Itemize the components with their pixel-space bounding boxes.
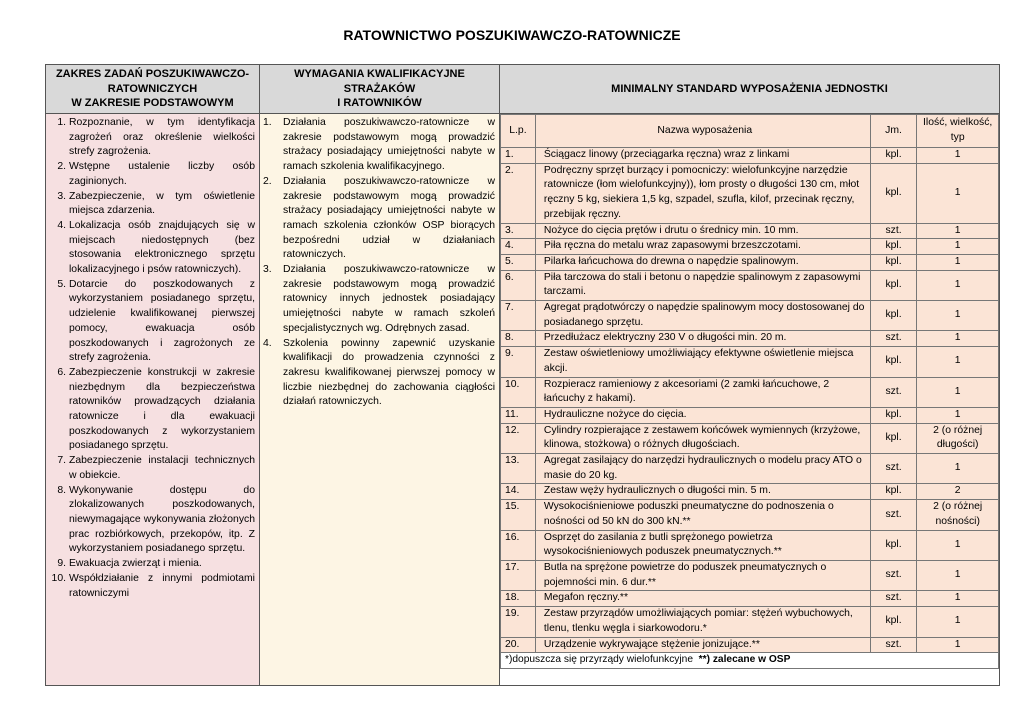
table-row: 13. Agregat zasilający do narzędzi hydraulicznych o modelu pracy ATO o masie do 20 kg. szt. 1: [501, 454, 999, 484]
list-item: 1. Rozpoznanie, w tym identyfikacja zagrożeń oraz określenie wielkości strefy zagrożenia.: [57, 117, 255, 158]
list-item: 6. Zabezpieczenie konstrukcji w zakresie niezbędnym dla bezpieczeństwa ratowników prowadzących działania ratownicze i dla ewakuacji poszkodowanych z wykorzystaniem posiadanego sprzętu.: [57, 366, 255, 452]
list-item: 9. Ewakuacja zwierząt i mienia.: [57, 558, 202, 570]
table-row: 10. Rozpieracz ramieniowy z akcesoriami (2 zamki łańcuchowe, 2 łańcuchy z hakami). szt. 1: [501, 377, 999, 407]
list-item: 3. Zabezpieczenie, w tym oświetlenie miejsca zdarzenia.: [57, 190, 255, 217]
qualifications-header-line: STRAŻAKÓW: [343, 82, 416, 95]
table-row: 18. Megafon ręczny.** szt. 1: [501, 591, 999, 607]
footnote-osp: **) zalecane w OSP: [698, 654, 791, 666]
name-header: Nazwa wyposażenia: [535, 115, 870, 148]
tasks-header-line: RATOWNICZYCH: [107, 82, 198, 95]
list-item: 2. Wstępne ustalenie liczby osób zaginionych.: [57, 161, 255, 187]
qty-header: Ilość, wielkość, typ: [917, 115, 999, 148]
list-item: 4. Lokalizacja osób znajdujących się w miejscach niedostępnych (bez stosowania elektronicznego sprzętu lokalizacyjnego i psów ratowniczych).: [57, 219, 255, 276]
table-row: 2. Podręczny sprzęt burzący i pomocniczy: wielofunkcyjne narzędzie ratownicze (łom wielofunkcyjny)), łom prosty o długości 130 cm, młot ręczny 5 kg, siekiera 1,5 kg, szpadel, szufla, kilof, przecinak ręczny, przebijak ręczny. kpl. 1: [501, 163, 999, 223]
unit-header: Jm.: [870, 115, 917, 148]
tasks-header-line: W ZAKRESIE PODSTAWOWYM: [71, 97, 234, 110]
table-row: 16. Osprzęt do zasilania z butli sprężonego powietrza wysokociśnieniowych poduszek pneumatycznych.** kpl. 1: [501, 530, 999, 560]
qualifications-header-line: WYMAGANIA KWALIFIKACYJNE: [294, 68, 465, 81]
list-item: 2. Działania poszukiwawczo-ratownicze w zakresie podstawowym mogą prowadzić strażacy posiadający umiejętności nabyte w ramach szkolenia członków OSP biorących bezpośredni udział w działaniach ratowniczych.: [263, 175, 495, 261]
table-row: 17. Butla na sprężone powietrze do poduszek pneumatycznych o pojemności min. 6 dur.** szt. 1: [501, 560, 999, 590]
page-title: RATOWNICTWO POSZUKIWAWCZO-RATOWNICZE: [343, 27, 681, 43]
list-item: 1. Działania poszukiwawczo-ratownicze w zakresie podstawowym mogą prowadzić strażacy posiadający umiejętności nabyte w ramach szkolenia kwalifikacyjnego.: [263, 117, 495, 173]
tasks-header: [46, 65, 259, 114]
footnote-multifunction: *)dopuszcza się przyrządy wielofunkcyjne: [505, 654, 693, 666]
table-row: 11. Hydrauliczne nożyce do cięcia. kpl. 1: [501, 407, 999, 423]
table-row: 20. Urządzenie wykrywające stężenie jonizujące.** szt. 1: [501, 637, 999, 653]
list-item: 8. Wykonywanie dostępu do zlokalizowanych poszkodowanych, niewymagające wykonywania złożonych prac rozbiórkowych, przekopów, itp. Z wykorzystaniem posiadanego sprzętu.: [57, 484, 255, 555]
table-row: 6. Piła tarczowa do stali i betonu o napędzie spalinowym z zapasowymi tarczami. kpl. 1: [501, 270, 999, 300]
lp-header: L.p.: [501, 115, 536, 148]
table-row: 15. Wysokociśnieniowe poduszki pneumatyczne do podnoszenia o nośności od 50 kN do 300 kN.** szt. 2 (o różnej nośności): [501, 500, 999, 530]
equipment-table: [500, 114, 999, 669]
table-row: 3. Nożyce do cięcia prętów i drutu o średnicy min. 10 mm. szt. 1: [501, 223, 999, 239]
main-table: [45, 64, 1000, 686]
table-row: 7. Agregat prądotwórczy o napędzie spalinowym mocy dostosowanej do posiadanego sprzętu. kpl. 1: [501, 301, 999, 331]
qualifications-column: [260, 65, 500, 685]
list-item: 3. Działania poszukiwawczo-ratownicze w zakresie podstawowym mogą prowadzić ratownicy innych jednostek posiadający umiejętności nabyte w ramach szkoleń specjalistycznych wg. Odrębnych zasad.: [263, 264, 495, 334]
table-row: 9. Zestaw oświetleniowy umożliwiający efektywne oświetlenie miejsca akcji. kpl. 1: [501, 347, 999, 377]
qualifications-header: [260, 65, 499, 114]
list-item: 5. Dotarcie do poszkodowanych z wykorzystaniem posiadanego sprzętu, udzielenie kwalifikowanej pierwszej pomocy, ewakuacja osób poszkodowanych i zagrożonych ze strefy zagrożenia.: [57, 278, 255, 364]
footnote: [501, 653, 999, 669]
list-item: 4. Szkolenia powinny zapewnić uzyskanie kwalifikacji do prowadzenia czynności z zakresu kwalifikowanej pierwszej pomocy w liczbie niezbędnej do zachowania ciągłości działań ratowniczych.: [263, 337, 495, 408]
equipment-header: MINIMALNY STANDARD WYPOSAŻENIA JEDNOSTKI: [500, 65, 999, 114]
list-item: 10. Współdziałanie z innymi podmiotami ratowniczymi: [51, 572, 255, 599]
equipment-table-header: [501, 115, 999, 148]
list-item: 7. Zabezpieczenie instalacji technicznych w obiekcie.: [57, 455, 255, 481]
table-row: 19. Zestaw przyrządów umożliwiających pomiar: stężeń wybuchowych, tlenu, tlenku węgla i siarkowodoru.* kpl. 1: [501, 607, 999, 637]
qualifications-list: [263, 116, 495, 410]
table-row: 4. Piła ręczna do metalu wraz zapasowymi brzeszczotami. kpl. 1: [501, 239, 999, 255]
table-row: 8. Przedłużacz elektryczny 230 V o długości min. 20 m. szt. 1: [501, 331, 999, 347]
table-row: 1. Ściągacz linowy (przeciągarka ręczna) wraz z linkami kpl. 1: [501, 148, 999, 164]
table-row: 12. Cylindry rozpierające z zestawem końcówek wymiennych (krzyżowe, klinowa, stożkowa) o różnych długościach. kpl. 2 (o różnej długości): [501, 423, 999, 453]
table-row: 14. Zestaw węży hydraulicznych o długości min. 5 m. kpl. 2: [501, 484, 999, 500]
qualifications-header-line: I RATOWNIKÓW: [337, 97, 422, 110]
tasks-column: [46, 65, 260, 685]
tasks-list: [49, 116, 255, 601]
tasks-header-line: ZAKRES ZADAŃ POSZUKIWAWCZO-: [55, 68, 250, 81]
equipment-column: [500, 65, 999, 685]
table-row: 5. Pilarka łańcuchowa do drewna o napędzie spalinowym. kpl. 1: [501, 254, 999, 270]
footnote-row: [501, 653, 999, 669]
